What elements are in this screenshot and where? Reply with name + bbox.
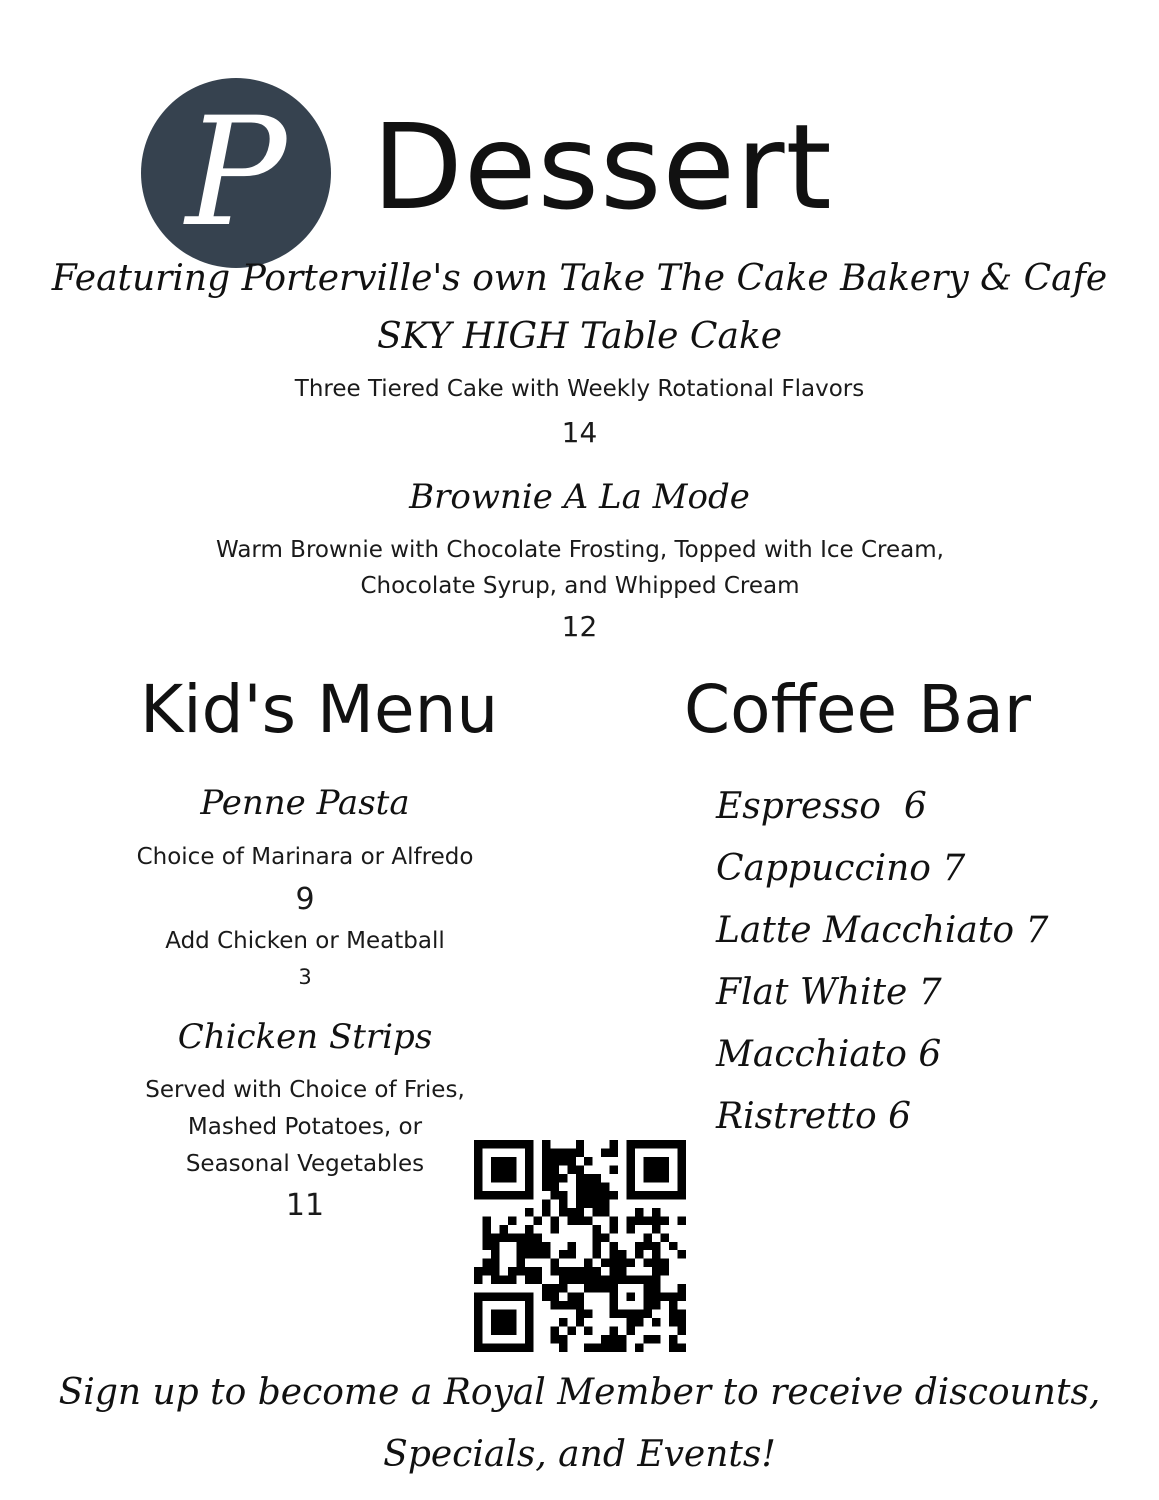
page-title: Dessert bbox=[372, 98, 833, 236]
dessert-description-brownie-line2: Chocolate Syrup, and Whipped Cream bbox=[360, 573, 800, 599]
kids-item-description-chicken-strips bbox=[100, 1072, 510, 1183]
qr-code-graphic bbox=[474, 1140, 686, 1352]
coffee-item-macchiato: Macchiato 6 bbox=[716, 1034, 942, 1075]
featuring-line: Featuring Porterville's own Take The Cake Bakery & Cafe bbox=[51, 258, 1108, 299]
logo-letter: P bbox=[185, 86, 287, 260]
kids-menu-heading: Kid's Menu bbox=[140, 671, 499, 748]
kids-item-addon-penne: Add Chicken or Meatball bbox=[165, 928, 445, 954]
coffee-item-cappuccino: Cappuccino 7 bbox=[716, 848, 966, 889]
signup-line-1: Sign up to become a Royal Member to receive discounts, bbox=[58, 1372, 1101, 1413]
coffee-item-latte-macchiato: Latte Macchiato 7 bbox=[716, 910, 1049, 951]
kids-item-price-chicken-strips: 11 bbox=[285, 1188, 325, 1223]
kids-item-description-penne: Choice of Marinara or Alfredo bbox=[136, 844, 474, 870]
logo bbox=[141, 78, 331, 268]
dessert-name-sky-high-cake: SKY HIGH Table Cake bbox=[376, 316, 783, 357]
kids-item-description-line2: Mashed Potatoes, or bbox=[187, 1114, 423, 1140]
qr-code[interactable] bbox=[474, 1140, 686, 1352]
dessert-price-brownie: 12 bbox=[561, 610, 598, 643]
coffee-item-ristretto: Ristretto 6 bbox=[716, 1096, 912, 1137]
kids-item-price-penne: 9 bbox=[295, 882, 315, 917]
coffee-bar-heading: Coffee Bar bbox=[684, 671, 1031, 748]
dessert-name-brownie: Brownie A La Mode bbox=[409, 477, 750, 517]
kids-item-name-penne: Penne Pasta bbox=[200, 783, 410, 823]
coffee-item-flat-white: Flat White 7 bbox=[716, 972, 942, 1013]
kids-item-description-line3: Seasonal Vegetables bbox=[185, 1151, 425, 1177]
signup-line-2: Specials, and Events! bbox=[383, 1434, 776, 1475]
dessert-description-brownie bbox=[150, 532, 1010, 604]
coffee-bar-list bbox=[716, 776, 1048, 1148]
coffee-item-espresso: Espresso 6 bbox=[716, 786, 927, 827]
dessert-description-brownie-line1: Warm Brownie with Chocolate Frosting, Topped with Ice Cream, bbox=[216, 537, 944, 563]
kids-item-description-line1: Served with Choice of Fries, bbox=[145, 1077, 465, 1103]
dessert-price-sky-high-cake: 14 bbox=[561, 416, 598, 449]
kids-item-addon-price-penne: 3 bbox=[298, 965, 312, 989]
kids-item-name-chicken-strips: Chicken Strips bbox=[177, 1017, 433, 1057]
dessert-description-sky-high-cake: Three Tiered Cake with Weekly Rotational Flavors bbox=[294, 376, 865, 402]
